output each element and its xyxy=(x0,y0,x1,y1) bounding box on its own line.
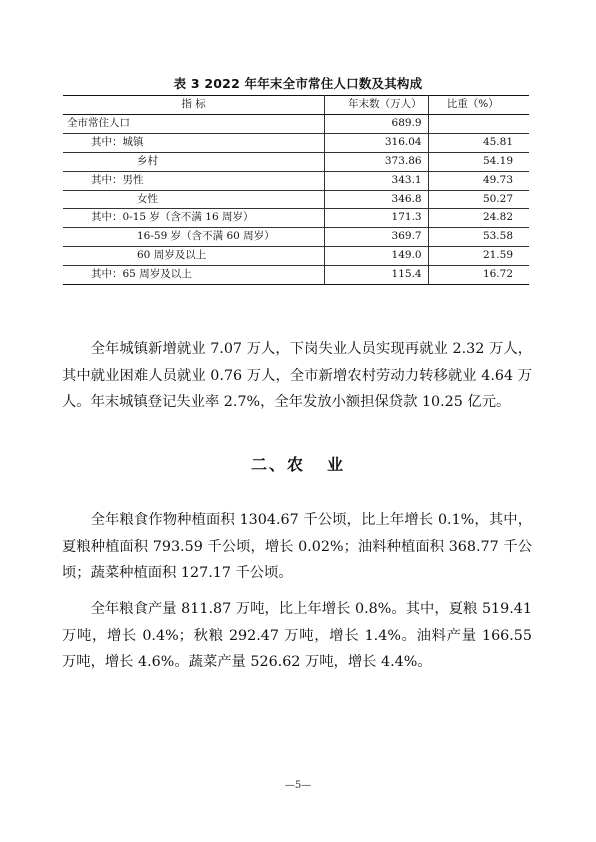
row-share xyxy=(428,114,529,133)
row-share: 54.19 xyxy=(428,152,529,171)
table-row xyxy=(63,209,529,228)
row-share: 53.58 xyxy=(428,228,529,247)
row-share: 50.27 xyxy=(428,190,529,209)
population-table xyxy=(63,95,529,285)
row-value: 369.7 xyxy=(325,228,428,247)
table-header-row xyxy=(63,96,529,115)
table-row xyxy=(63,190,529,209)
table-row xyxy=(63,114,529,133)
row-value: 316.04 xyxy=(325,133,428,152)
output-paragraph: 全年粮食产量 811.87 万吨，比上年增长 0.8%。其中，夏粮 519.41 万吨，增长 0.4%；秋粮 292.47 万吨，增长 1.4%。油料产量 166.55 万吨，增长 4.6%。蔬菜产量 526.62 万吨，增长 4.4%。 xyxy=(62,601,532,671)
table-row xyxy=(63,171,529,190)
row-share: 16.72 xyxy=(428,266,529,285)
header-indicator: 指 标 xyxy=(63,96,325,115)
table-row xyxy=(63,152,529,171)
row-value: 689.9 xyxy=(325,114,428,133)
row-share: 21.59 xyxy=(428,247,529,266)
section-title-char: 农 xyxy=(286,455,305,474)
table-row xyxy=(63,247,529,266)
planting-paragraph: 全年粮食作物种植面积 1304.67 千公顷，比上年增长 0.1%，其中，夏粮种植面积 793.59 千公顷，增长 0.02%；油料种植面积 368.77 千公顷；蔬菜种植面积 127.17 千公顷。 xyxy=(62,512,532,582)
section-heading xyxy=(0,452,596,475)
row-share: 49.73 xyxy=(428,171,529,190)
employment-paragraph: 全年城镇新增就业 7.07 万人，下岗失业人员实现再就业 2.32 万人，其中就业困难人员就业 0.76 万人，全市新增农村劳动力转移就业 4.64 万人。年末城镇登记失业率 2.7%，全年发放小额担保贷款 10.25 亿元。 xyxy=(62,341,532,411)
row-value: 149.0 xyxy=(325,247,428,266)
row-label: 其中：65 周岁及以上 xyxy=(63,266,325,285)
row-label: 乡村 xyxy=(63,152,325,171)
section-title-char: 业 xyxy=(327,455,346,474)
row-value: 115.4 xyxy=(325,266,428,285)
table-row xyxy=(63,266,529,285)
row-label: 60 周岁及以上 xyxy=(63,247,325,266)
table-row xyxy=(63,228,529,247)
page-number: —5— xyxy=(284,780,312,791)
table-title: 表 3 2022 年年末全市常住人口数及其构成 xyxy=(173,76,423,91)
table-row xyxy=(63,133,529,152)
row-share: 24.82 xyxy=(428,209,529,228)
row-label: 其中：0-15 岁（含不满 16 周岁） xyxy=(63,209,325,228)
row-value: 343.1 xyxy=(325,171,428,190)
row-label: 16-59 岁（含不满 60 周岁） xyxy=(63,228,325,247)
row-label: 其中：男性 xyxy=(63,171,325,190)
header-year-end: 年末数（万人） xyxy=(325,96,428,115)
section-number: 二、 xyxy=(250,455,287,474)
row-label: 女性 xyxy=(63,190,325,209)
row-label: 其中：城镇 xyxy=(63,133,325,152)
row-value: 171.3 xyxy=(325,209,428,228)
row-share: 45.81 xyxy=(428,133,529,152)
header-share: 比重（%） xyxy=(428,96,529,115)
row-value: 346.8 xyxy=(325,190,428,209)
row-label: 全市常住人口 xyxy=(63,114,325,133)
row-value: 373.86 xyxy=(325,152,428,171)
